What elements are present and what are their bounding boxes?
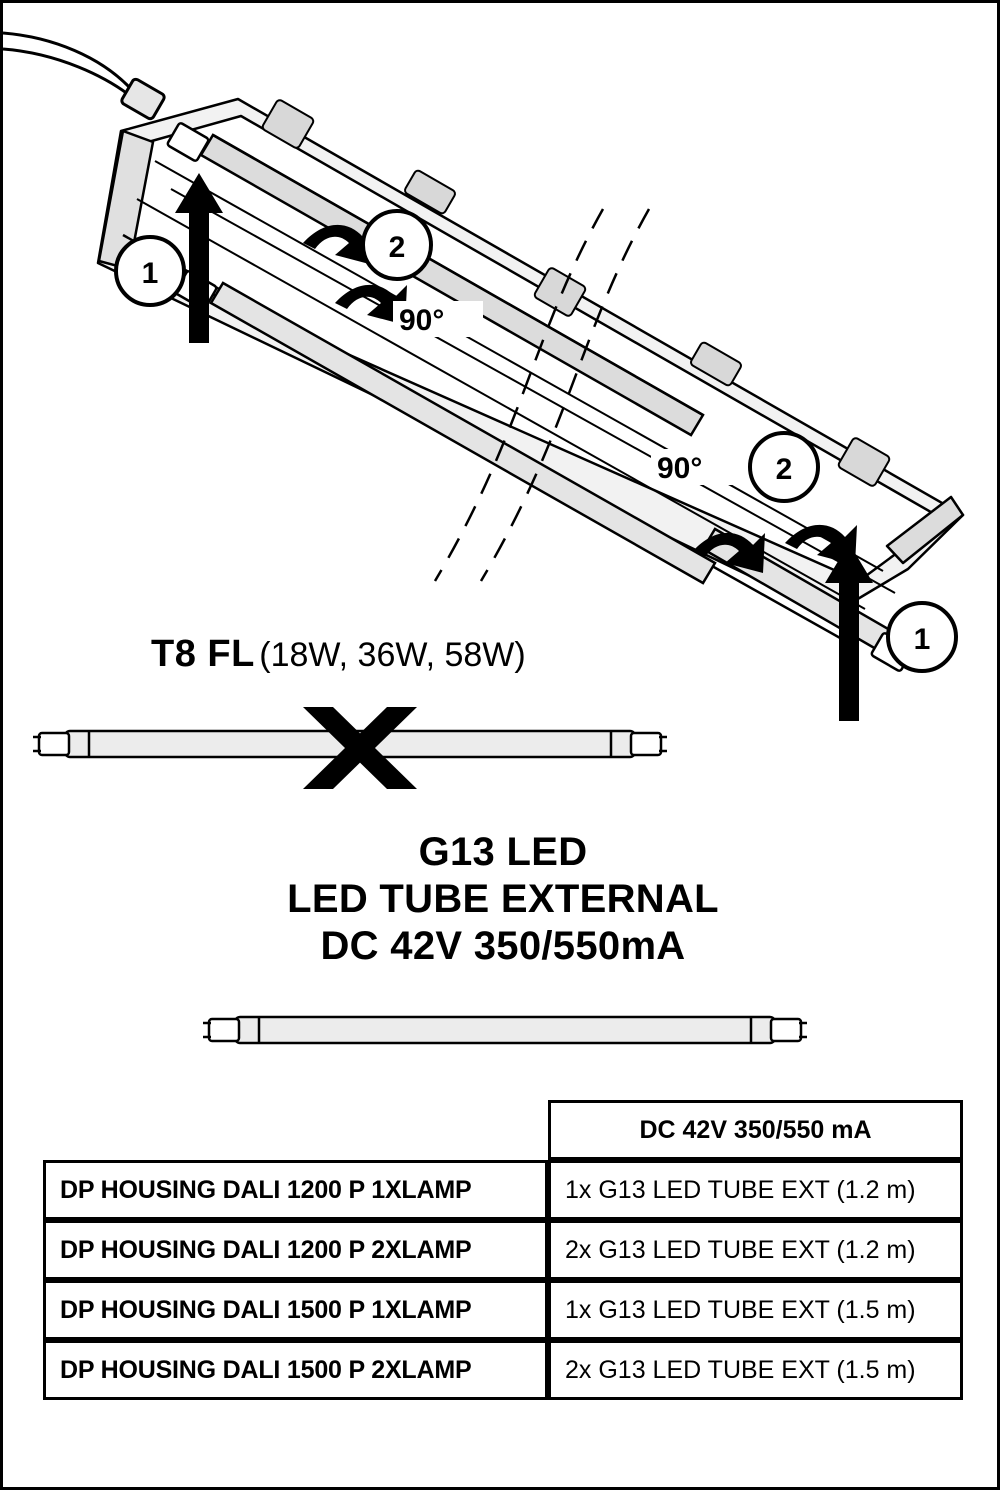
housing-name: DP HOUSING DALI 1200 P 2XLAMP: [43, 1220, 548, 1280]
tube-spec: 2x G13 LED TUBE EXT (1.5 m): [548, 1340, 963, 1400]
angle-top-group: [393, 301, 483, 337]
angle-bottom-group: [651, 449, 741, 485]
forbidden-lamp-title: [151, 633, 526, 676]
table-header-voltage: DC 42V 350/550 mA: [548, 1100, 963, 1160]
step-1-bottom-badge: [888, 603, 956, 671]
table-row: [43, 1280, 963, 1340]
product-heading: [3, 829, 1000, 971]
installation-illustration: [3, 3, 1000, 803]
heading-line-1: G13 LED: [418, 830, 588, 874]
g13-led-tube: [203, 1017, 807, 1043]
power-cable: [3, 33, 166, 120]
step-2-top-badge: [363, 211, 431, 279]
step-1-bottom-label: 1: [913, 623, 931, 656]
step-1-top-badge: [116, 237, 184, 305]
table-row: [43, 1160, 963, 1220]
table-header-empty-cell: [43, 1100, 548, 1160]
step-2-bottom-badge: [750, 433, 818, 501]
step-2-bottom-label: 2: [775, 453, 793, 486]
forbidden-lamp-figure: [3, 693, 1000, 803]
table-row: [43, 1220, 963, 1280]
housing-name: DP HOUSING DALI 1500 P 2XLAMP: [43, 1340, 548, 1400]
tube-spec: 1x G13 LED TUBE EXT (1.2 m): [548, 1160, 963, 1220]
heading-line-3: DC 42V 350/550mA: [320, 924, 686, 969]
forbidden-lamp-title-strong: T8 FL: [151, 633, 255, 675]
forbidden-lamp-title-light: (18W, 36W, 58W): [259, 636, 526, 674]
table-header-row: [43, 1100, 963, 1160]
product-compatibility-table: [43, 1100, 963, 1400]
heading-line-2: LED TUBE EXTERNAL: [287, 877, 719, 922]
housing-name: DP HOUSING DALI 1200 P 1XLAMP: [43, 1160, 548, 1220]
angle-bottom-label: 90°: [657, 452, 703, 485]
table-row: [43, 1340, 963, 1400]
housing-name: DP HOUSING DALI 1500 P 1XLAMP: [43, 1280, 548, 1340]
step-1-top-label: 1: [141, 257, 159, 290]
led-tube-figure: [3, 993, 1000, 1073]
tube-spec: 1x G13 LED TUBE EXT (1.5 m): [548, 1280, 963, 1340]
step-2-top-label: 2: [388, 231, 406, 264]
tube-spec: 2x G13 LED TUBE EXT (1.2 m): [548, 1220, 963, 1280]
angle-top-label: 90°: [399, 304, 445, 337]
